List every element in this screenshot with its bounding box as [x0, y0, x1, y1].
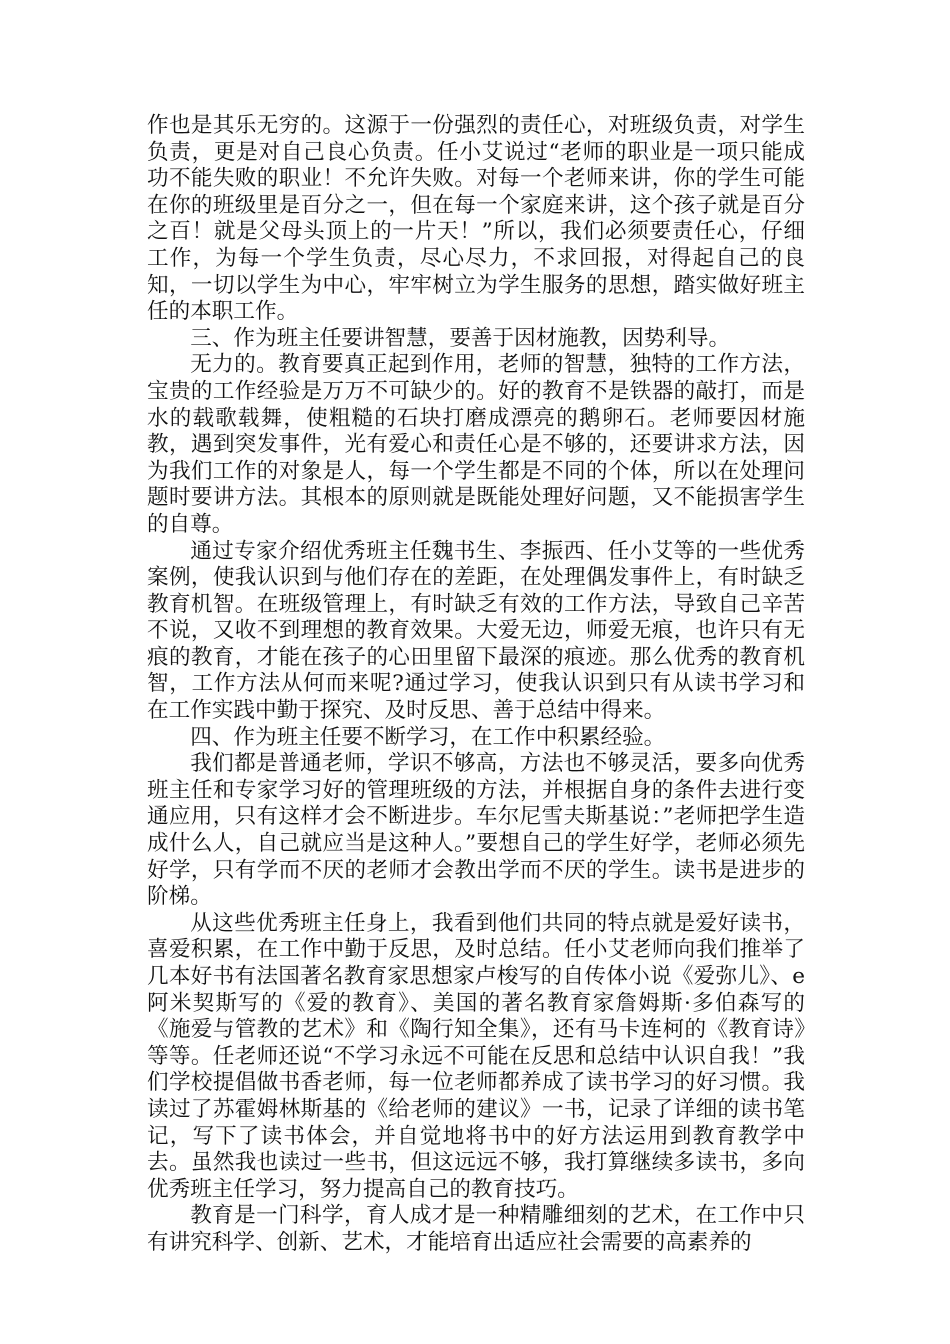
paragraph-1: 作也是其乐无穷的。这源于一份强烈的责任心，对班级负责，对学生负责，更是对自己良心负责。任小艾说过“老师的职业是一项只能成功不能失败的职业！不允许失败。对每一个老师来讲，你的学生可能在你的班级里是百分之一，但在每一个家庭来讲，这个孩子就是百分之百！就是父母头顶上的一片天！”所以，我们必须要责任心，仔细工作，为每一个学生负责，尽心尽力，不求回报，对得起自己的良知，一切以学生为中心，牢牢树立为学生服务的思想，踏实做好班主任的本职工作。 — [147, 113, 805, 325]
paragraph-6: 我们都是普通老师，学识不够高，方法也不够灵活，要多向优秀班主任和专家学习好的管理班级的方法，并根据自身的条件去进行变通应用，只有这样才会不断进步。车尔尼雪夫斯基说：”老师把学生造成什么人，自己就应当是这种人。”要想自己的学生好学，老师必须先好学，只有学而不厌的老师才会教出学而不厌的学生。读书是进步的阶梯。 — [147, 751, 805, 910]
paragraph-3: 无力的。教育要真正起到作用，老师的智慧，独特的工作方法，宝贵的工作经验是万万不可缺少的。好的教育不是铁器的敲打，而是水的载歌载舞，使粗糙的石块打磨成漂亮的鹅卵石。老师要因材施教，遇到突发事件，光有爱心和责任心是不够的，还要讲求方法，因为我们工作的对象是人，每一个学生都是不同的个体，所以在处理问题时要讲方法。其根本的原则就是既能处理好问题，又不能损害学生的自尊。 — [147, 352, 805, 537]
document-page — [147, 113, 805, 1257]
paragraph-8: 教育是一门科学，育人成才是一种精雕细刻的艺术，在工作中只有讲究科学、创新、艺术，才能培育出适应社会需要的高素养的 — [147, 1203, 805, 1255]
section-heading-3: 三、作为班主任要讲智慧，要善于因材施教，因势利导。 — [190, 325, 731, 351]
paragraph-4: 通过专家介绍优秀班主任魏书生、李振西、任小艾等的一些优秀案例，使我认识到与他们存在的差距，在处理偶发事件上，有时缺乏教育机智。在班级管理上，有时缺乏有效的工作方法，导致自己辛苦不说，又收不到理想的教育效果。大爱无边，师爱无痕，也许只有无痕的教育，才能在孩子的心田里留下最深的痕迹。那么优秀的教育机智，工作方法从何而来呢?通过学习，使我认识到只有从读书学习和在工作实践中勤于探究、及时反思、善于总结中得来。 — [147, 538, 805, 724]
paragraph-7: 从这些优秀班主任身上，我看到他们共同的特点就是爱好读书，喜爱积累，在工作中勤于反思，及时总结。任小艾老师向我们推举了几本好书有法国著名教育家思想家卢梭写的自传体小说《爱弥儿》、e阿米契斯写的《爱的教育》、美国的著名教育家詹姆斯·多伯森写的《施爱与管教的艺术》和《陶行知全集》，还有马卡连柯的《教育诗》等等。任老师还说“不学习永远不可能在反思和总结中认识自我！”我们学校提倡做书香老师，每一位老师都养成了读书学习的好习惯。我读过了苏霍姆林斯基的《给老师的建议》一书，记录了详细的读书笔记，写下了读书体会，并自觉地将书中的好方法运用到教育教学中去。虽然我也读过一些书，但这远远不够，我打算继续多读书，多向优秀班主任学习，努力提高自己的教育技巧。 — [147, 910, 805, 1202]
section-heading-4: 四、作为班主任要不断学习，在工作中积累经验。 — [190, 724, 666, 750]
